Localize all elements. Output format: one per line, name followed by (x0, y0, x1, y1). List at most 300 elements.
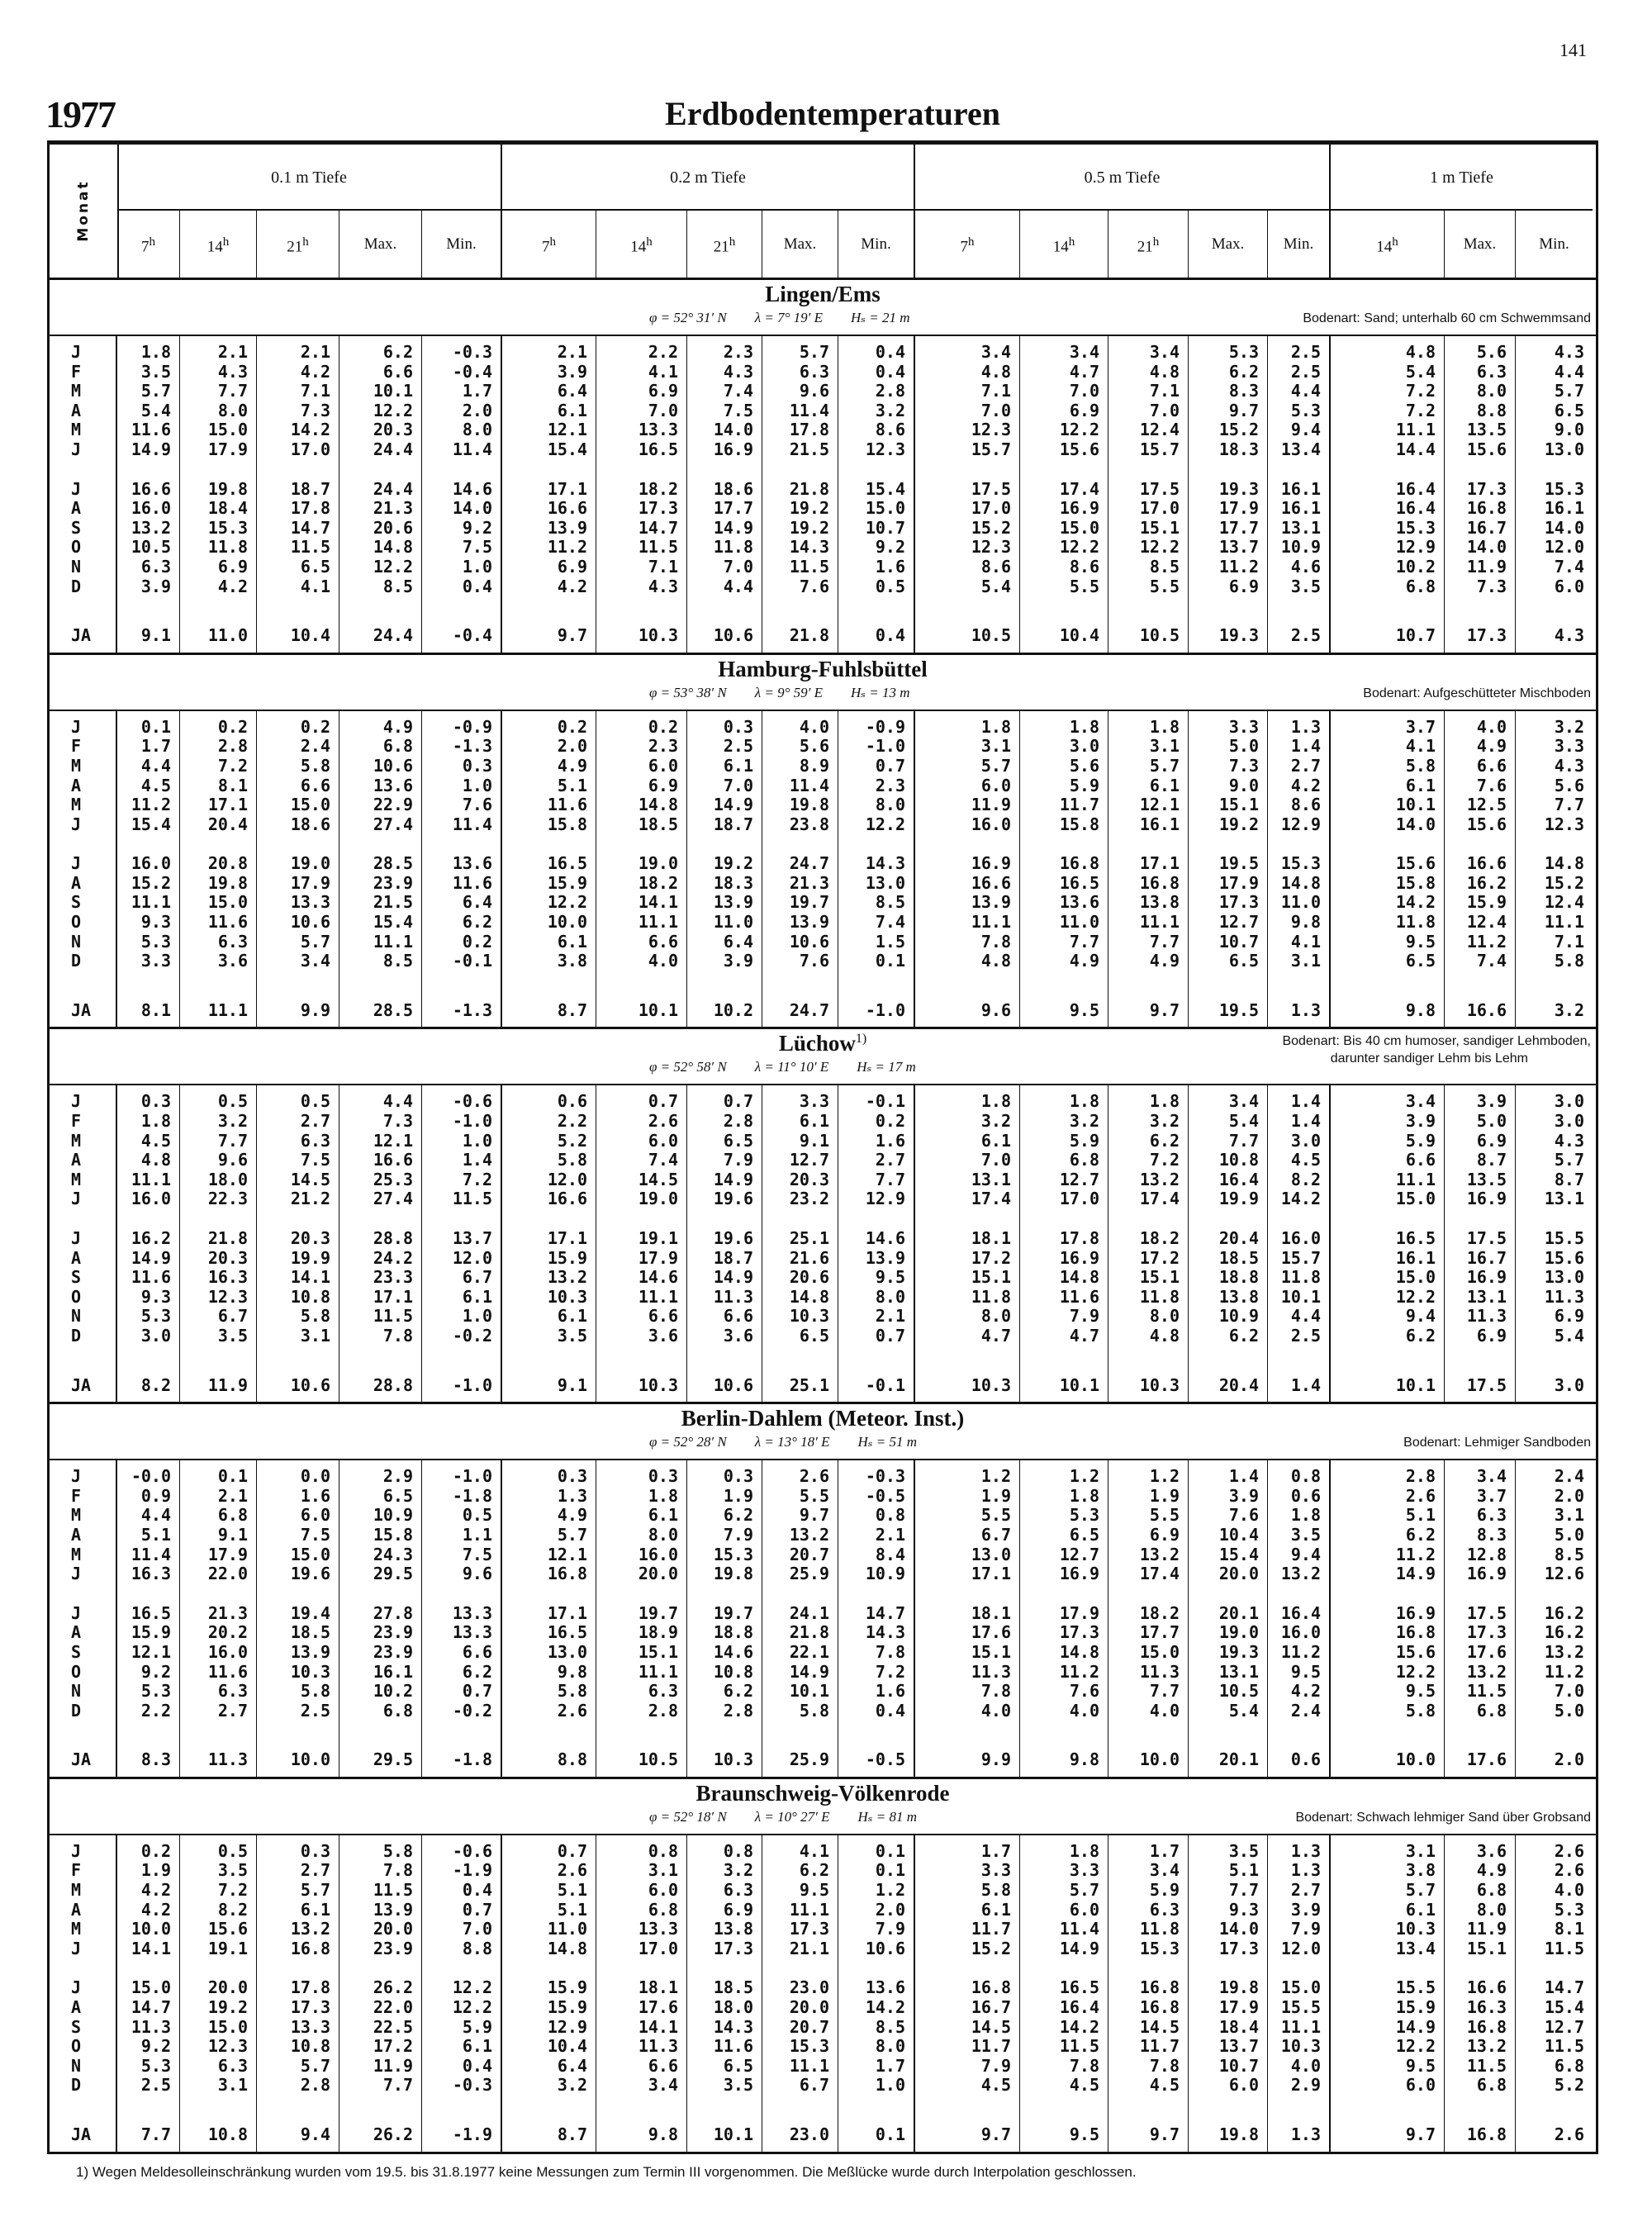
month-row (50, 1307, 1596, 1327)
temperature-value: 3.4 (1020, 343, 1108, 363)
temperature-value: 6.8 (1020, 1151, 1108, 1170)
temperature-value: 19.9 (257, 1249, 339, 1269)
temperature-value: 15.1 (596, 1643, 687, 1663)
spacer-cell (1020, 834, 1108, 854)
column-header (687, 211, 762, 278)
spacer-cell (596, 971, 687, 1001)
temperature-value: 6.2 (1331, 1526, 1445, 1545)
temperature-value: 11.1 (117, 1170, 180, 1190)
temperature-value: 11.1 (117, 893, 180, 913)
temperature-value: 4.7 (1020, 363, 1108, 382)
temperature-value: 9.8 (596, 2125, 687, 2145)
column-header (117, 211, 180, 278)
spacer-cell (502, 646, 596, 653)
temperature-value: 16.1 (1268, 499, 1331, 519)
temperature-value: 1.7 (117, 737, 180, 757)
temperature-value: 12.2 (502, 893, 596, 913)
spacer-cell (596, 1020, 687, 1027)
station-coordinates (649, 310, 938, 326)
spacer-cell (339, 834, 422, 854)
spacer-cell (117, 2145, 180, 2152)
temperature-value: 16.4 (1331, 480, 1445, 500)
temperature-value: 6.3 (1108, 1901, 1189, 1920)
spacer-cell (257, 460, 339, 480)
temperature-value: 19.9 (1189, 1189, 1268, 1209)
temperature-value: 5.1 (502, 776, 596, 796)
spacer-cell (257, 2096, 339, 2125)
temperature-value: 6.8 (339, 1702, 422, 1721)
spacer-cell (1516, 596, 1593, 626)
temperature-value: 7.9 (1268, 1920, 1331, 1939)
temperature-value: 3.2 (502, 2076, 596, 2096)
temperature-value: 3.6 (687, 1327, 762, 1346)
month-label: J (50, 1092, 117, 1112)
temperature-value: 1.4 (1268, 1376, 1331, 1396)
spacer-cell (1020, 1395, 1108, 1402)
spacer-cell (50, 1209, 117, 1229)
temperature-value: 14.6 (596, 1268, 687, 1288)
temperature-value: 6.5 (762, 1327, 838, 1346)
temperature-value: 4.3 (596, 577, 687, 597)
spacer-cell (1189, 1020, 1268, 1027)
temperature-value: 18.5 (257, 1623, 339, 1643)
temperature-value: 3.8 (502, 952, 596, 971)
month-label: F (50, 1487, 117, 1507)
temperature-value: 23.9 (339, 874, 422, 894)
temperature-value: 4.2 (180, 577, 257, 597)
column-header (180, 211, 257, 278)
temperature-value: 25.9 (762, 1564, 838, 1584)
temperature-value: 8.2 (117, 1376, 180, 1396)
temperature-value: 5.3 (117, 933, 180, 952)
spacer-cell (1516, 460, 1593, 480)
temperature-value: 6.0 (1554, 576, 1584, 596)
temperature-value: 1.8 (1020, 1092, 1108, 1112)
spacer-cell (1268, 1958, 1331, 1978)
temperature-value: 13.7 (422, 1229, 502, 1249)
temperature-value: 3.4 (1331, 1092, 1445, 1112)
month-label: S (50, 1643, 117, 1663)
temperature-value: 9.0 (1554, 420, 1584, 440)
temperature-value: 3.3 (762, 1092, 838, 1112)
temperature-value: 16.7 (1445, 519, 1516, 539)
spacer-cell (687, 2145, 762, 2152)
temperature-value: 0.2 (596, 718, 687, 738)
temperature-value: 0.7 (838, 757, 915, 776)
temperature-value: 15.9 (1331, 1998, 1445, 2018)
temperature-value: 2.8 (687, 1112, 762, 1132)
temperature-value: 0.3 (596, 1467, 687, 1487)
temperature-value: 11.7 (1108, 2037, 1189, 2057)
temperature-value: 13.7 (1189, 538, 1268, 558)
temperature-value: 10.1 (1268, 1288, 1331, 1308)
row-spacer (50, 460, 1596, 480)
temperature-value: 5.7 (1020, 1881, 1108, 1901)
temperature-value: 19.2 (180, 1998, 257, 2018)
temperature-value: 6.4 (502, 2057, 596, 2077)
temperature-value: 11.5 (1020, 2037, 1108, 2057)
temperature-value: 13.4 (1331, 1939, 1445, 1959)
temperature-value: 2.4 (1554, 1466, 1584, 1487)
spacer-cell (1020, 1209, 1108, 1229)
spacer-cell (1189, 1346, 1268, 1376)
temperature-value: 23.9 (339, 1939, 422, 1959)
temperature-value: 16.9 (915, 854, 1020, 874)
temperature-value: 16.0 (180, 1643, 257, 1663)
temperature-value: 0.7 (422, 1682, 502, 1702)
month-label: O (50, 2037, 117, 2057)
month-label: O (50, 913, 117, 933)
spacer-cell (339, 1721, 422, 1750)
temperature-value: 13.7 (1189, 2037, 1268, 2057)
month-label: A (50, 1151, 117, 1170)
temperature-value: 16.6 (502, 1189, 596, 1209)
month-label: JA (50, 626, 117, 646)
temperature-value: 6.3 (180, 1682, 257, 1702)
temperature-value: 7.2 (180, 757, 257, 776)
month-label: A (50, 1623, 117, 1643)
temperature-value: 11.7 (1020, 795, 1108, 815)
temperature-value: 4.0 (1020, 1702, 1108, 1721)
temperature-value: 5.8 (1331, 1702, 1445, 1721)
temperature-value: 19.6 (257, 1564, 339, 1584)
temperature-value: 1.2 (1108, 1467, 1189, 1487)
month-label: O (50, 538, 117, 558)
temperature-value: 9.2 (117, 1663, 180, 1683)
temperature-value: 6.1 (915, 1132, 1020, 1151)
temperature-value: 6.5 (687, 1132, 762, 1151)
spacer-cell (339, 1584, 422, 1604)
temperature-value: 2.7 (180, 1702, 257, 1721)
temperature-value: 4.9 (1020, 952, 1108, 971)
temperature-value: 8.1 (117, 1001, 180, 1021)
temperature-value: 11.6 (502, 795, 596, 815)
spacer-cell (180, 1020, 257, 1027)
temperature-value: 15.3 (1108, 1939, 1189, 1959)
temperature-value: 10.5 (596, 1750, 687, 1770)
temperature-value: 19.2 (1189, 815, 1268, 835)
spacer-cell (1108, 1721, 1189, 1750)
temperature-value: 16.9 (1020, 1564, 1108, 1584)
spacer-cell (502, 1584, 596, 1604)
temperature-value: 4.2 (117, 1901, 180, 1920)
temperature-value: 24.2 (339, 1249, 422, 1269)
spacer-cell (596, 1584, 687, 1604)
temperature-value: 1.8 (1108, 1092, 1189, 1112)
year-label: 1977 (45, 93, 115, 135)
temperature-value: 9.4 (257, 2125, 339, 2145)
temperature-value: 0.8 (687, 1842, 762, 1862)
column-header (339, 211, 422, 278)
row-spacer (50, 1395, 1596, 1402)
temperature-value: 16.6 (915, 874, 1020, 894)
temperature-value: 14.0 (422, 499, 502, 519)
temperature-value: 14.7 (838, 1604, 915, 1624)
spacer-cell (838, 1721, 915, 1750)
temperature-value: 15.6 (1331, 1643, 1445, 1663)
spacer-cell (1189, 971, 1268, 1001)
month-label: M (50, 1506, 117, 1526)
temperature-value: 19.0 (1189, 1623, 1268, 1643)
temperature-value: 20.3 (339, 420, 422, 440)
temperature-value: 15.1 (1108, 519, 1189, 539)
temperature-value: -1.3 (422, 1001, 502, 1021)
temperature-value: 10.5 (117, 538, 180, 558)
temperature-value: 14.8 (339, 538, 422, 558)
footnote-reference: 1) (855, 1032, 867, 1047)
temperature-value: 5.7 (1554, 1150, 1584, 1170)
temperature-value: 0.5 (838, 577, 915, 597)
temperature-value: 6.6 (596, 933, 687, 952)
temperature-value: 14.8 (1268, 874, 1331, 894)
temperature-value: 14.9 (1331, 1564, 1445, 1584)
station-name (50, 1406, 1596, 1431)
temperature-value: 28.5 (339, 1001, 422, 1021)
temperature-value: 2.5 (1268, 1327, 1331, 1346)
spacer-cell (422, 460, 502, 480)
temperature-value: 5.7 (915, 757, 1020, 776)
temperature-value: 11.6 (117, 420, 180, 440)
temperature-value: 17.3 (1189, 1939, 1268, 1959)
temperature-value: 17.4 (1108, 1189, 1189, 1209)
temperature-value: 5.7 (257, 1881, 339, 1901)
temperature-value: 11.1 (339, 933, 422, 952)
temperature-value: 8.1 (1554, 1919, 1584, 1939)
temperature-value: 13.2 (762, 1526, 838, 1545)
temperature-value: 9.8 (1020, 1750, 1108, 1770)
temperature-value: 5.0 (1554, 1524, 1584, 1545)
spacer-cell (1020, 1721, 1108, 1750)
temperature-value: 12.6 (1544, 1564, 1584, 1584)
temperature-value: 20.6 (762, 1268, 838, 1288)
temperature-value: 20.0 (180, 1978, 257, 1998)
spacer-cell (502, 1346, 596, 1376)
temperature-value: 1.0 (422, 558, 502, 577)
temperature-value: 15.8 (502, 815, 596, 835)
temperature-value: 0.1 (838, 2125, 915, 2145)
spacer-cell (762, 1346, 838, 1376)
temperature-value: 12.3 (915, 538, 1020, 558)
spacer-cell (1268, 1346, 1331, 1376)
month-label: J (50, 1939, 117, 1959)
temperature-value: 19.4 (257, 1604, 339, 1624)
temperature-value: 15.7 (915, 440, 1020, 460)
temperature-value: 7.3 (339, 1112, 422, 1132)
coordinate-height: Hₛ = 17 m (857, 1059, 916, 1075)
temperature-value: 19.5 (1189, 854, 1268, 874)
temperature-value: 9.7 (915, 2125, 1020, 2145)
temperature-value: 9.6 (180, 1151, 257, 1170)
temperature-value: 3.5 (117, 363, 180, 382)
temperature-value: -1.3 (422, 737, 502, 757)
temperature-value: 19.1 (180, 1939, 257, 1959)
temperature-value: 16.8 (1445, 2125, 1516, 2145)
temperature-value: 7.0 (596, 401, 687, 421)
spacer-cell (1020, 1584, 1108, 1604)
temperature-value: 15.0 (1268, 1978, 1331, 1998)
temperature-value: 2.2 (502, 1112, 596, 1132)
temperature-value: 10.0 (257, 1750, 339, 1770)
temperature-value: 6.2 (1108, 1132, 1189, 1151)
temperature-value: 8.5 (1108, 558, 1189, 577)
temperature-value: 14.0 (1544, 517, 1584, 538)
temperature-value: 21.8 (180, 1229, 257, 1249)
temperature-value: 3.2 (687, 1861, 762, 1881)
spacer-cell (422, 1020, 502, 1027)
temperature-value: 16.3 (1445, 1998, 1516, 2018)
temperature-value: 15.4 (117, 815, 180, 835)
temperature-value: 20.0 (762, 1998, 838, 2018)
temperature-value: 15.9 (502, 874, 596, 894)
column-header-label: Max. (363, 235, 397, 253)
temperature-value: 22.0 (339, 1998, 422, 2018)
temperature-value: 1.7 (1108, 1842, 1189, 1862)
temperature-value: 7.7 (1189, 1881, 1268, 1901)
temperature-value: 8.0 (422, 420, 502, 440)
temperature-value: 4.3 (180, 363, 257, 382)
temperature-value: 13.3 (257, 893, 339, 913)
temperature-value: 7.9 (687, 1151, 762, 1170)
temperature-value: 7.7 (339, 2076, 422, 2096)
temperature-value: 8.7 (502, 1001, 596, 1021)
temperature-value: 6.1 (422, 2037, 502, 2057)
temperature-value: 2.1 (838, 1526, 915, 1545)
month-label: N (50, 558, 117, 577)
temperature-value: 8.5 (339, 952, 422, 971)
spacer-cell (1108, 596, 1189, 626)
temperature-value: 17.6 (1445, 1750, 1516, 1770)
soil-type-line: Bodenart: Aufgeschütteter Mischboden (1363, 686, 1591, 700)
temperature-value: 11.0 (180, 626, 257, 646)
temperature-value: 3.2 (915, 1112, 1020, 1132)
temperature-value: 15.2 (915, 519, 1020, 539)
temperature-value: 17.3 (257, 1998, 339, 2018)
spacer-cell (1516, 2145, 1593, 2152)
temperature-value: 28.8 (339, 1376, 422, 1396)
spacer-cell (1445, 1209, 1516, 1229)
temperature-value: 8.5 (838, 893, 915, 913)
spacer-cell (838, 1395, 915, 1402)
temperature-value: 0.6 (1268, 1487, 1331, 1507)
temperature-value: 17.4 (915, 1189, 1020, 1209)
temperature-value: 19.0 (596, 854, 687, 874)
spacer-cell (502, 2096, 596, 2125)
temperature-value: 11.3 (117, 2018, 180, 2038)
temperature-value: 12.7 (1020, 1170, 1108, 1190)
spacer-cell (339, 646, 422, 653)
spacer-cell (1445, 1721, 1516, 1750)
temperature-value: 7.7 (117, 2125, 180, 2145)
month-row (50, 776, 1596, 796)
temperature-value: 11.4 (422, 815, 502, 835)
row-spacer (50, 1346, 1596, 1376)
temperature-value: 15.0 (257, 795, 339, 815)
spacer-cell (502, 1209, 596, 1229)
temperature-value: 16.9 (1020, 499, 1108, 519)
annual-row (50, 2125, 1596, 2145)
temperature-value: 2.8 (687, 1702, 762, 1721)
coordinate-phi: φ = 53° 38′ N (649, 684, 727, 700)
temperature-value: 11.7 (915, 2037, 1020, 2057)
spacer-cell (502, 971, 596, 1001)
temperature-value: 20.4 (1189, 1376, 1268, 1396)
spacer-cell (1020, 460, 1108, 480)
column-header (762, 211, 838, 278)
temperature-value: 6.1 (762, 1112, 838, 1132)
temperature-value: 6.8 (1554, 2055, 1584, 2076)
spacer-cell (1445, 1346, 1516, 1376)
temperature-value: -1.0 (838, 737, 915, 757)
spacer-cell (1108, 1020, 1189, 1027)
temperature-value: 14.1 (117, 1939, 180, 1959)
temperature-value: 15.3 (180, 519, 257, 539)
column-header-hour-suffix: h (729, 235, 736, 249)
spacer-cell (687, 1721, 762, 1750)
temperature-value: 3.9 (1331, 1112, 1445, 1132)
temperature-value: 10.6 (687, 626, 762, 646)
temperature-value: 0.3 (502, 1467, 596, 1487)
temperature-value: 7.2 (1331, 401, 1445, 421)
column-header (1445, 211, 1516, 278)
temperature-value: 13.6 (422, 854, 502, 874)
temperature-value: 10.3 (596, 1376, 687, 1396)
temperature-value: 15.7 (1108, 440, 1189, 460)
temperature-value: 10.7 (1331, 626, 1445, 646)
spacer-cell (1445, 971, 1516, 1001)
spacer-cell (180, 460, 257, 480)
month-row (50, 1901, 1596, 1920)
temperature-value: 16.6 (502, 499, 596, 519)
temperature-value: 7.0 (687, 558, 762, 577)
temperature-value: 9.2 (422, 519, 502, 539)
temperature-value: 11.2 (1445, 933, 1516, 952)
footnote: 1) Wegen Meldesolleinschränkung wurden vom 19.5. bis 31.8.1977 keine Messungen zum Termin III vorgenommen. Die Meßlücke wurde durch Interpolation geschlossen. (76, 2164, 1137, 2180)
temperature-value: 1.9 (687, 1487, 762, 1507)
month-row (50, 2018, 1596, 2038)
temperature-value: 11.5 (1445, 1682, 1516, 1702)
temperature-value: 16.2 (117, 1229, 180, 1249)
station-coordinates (649, 1059, 944, 1075)
temperature-value: 7.7 (1020, 933, 1108, 952)
row-spacer (50, 1958, 1596, 1978)
temperature-value: 13.2 (1268, 1564, 1331, 1584)
spacer-cell (1331, 596, 1445, 626)
temperature-value: 6.2 (1189, 1327, 1268, 1346)
month-label: J (50, 1842, 117, 1862)
temperature-value: 18.7 (687, 1249, 762, 1269)
temperature-value: 14.8 (1544, 853, 1584, 874)
temperature-value: 4.4 (1268, 1307, 1331, 1327)
temperature-value: 4.1 (596, 363, 687, 382)
temperature-value: 21.3 (762, 874, 838, 894)
temperature-value: 0.2 (502, 718, 596, 738)
spacer-cell (596, 596, 687, 626)
temperature-value: 16.8 (915, 1978, 1020, 1998)
soil-type (1295, 1809, 1591, 1826)
temperature-value: 6.9 (596, 776, 687, 796)
column-header-label: 14 (206, 238, 223, 256)
temperature-value: 5.1 (502, 1901, 596, 1920)
spacer-cell (762, 971, 838, 1001)
temperature-value: 5.4 (915, 577, 1020, 597)
month-row (50, 558, 1596, 577)
station-header (50, 1029, 1596, 1085)
temperature-value: 24.1 (762, 1604, 838, 1624)
temperature-value: -1.0 (422, 1376, 502, 1396)
temperature-value: 9.9 (257, 1001, 339, 1021)
month-row (50, 913, 1596, 933)
temperature-value: 7.9 (1020, 1307, 1108, 1327)
